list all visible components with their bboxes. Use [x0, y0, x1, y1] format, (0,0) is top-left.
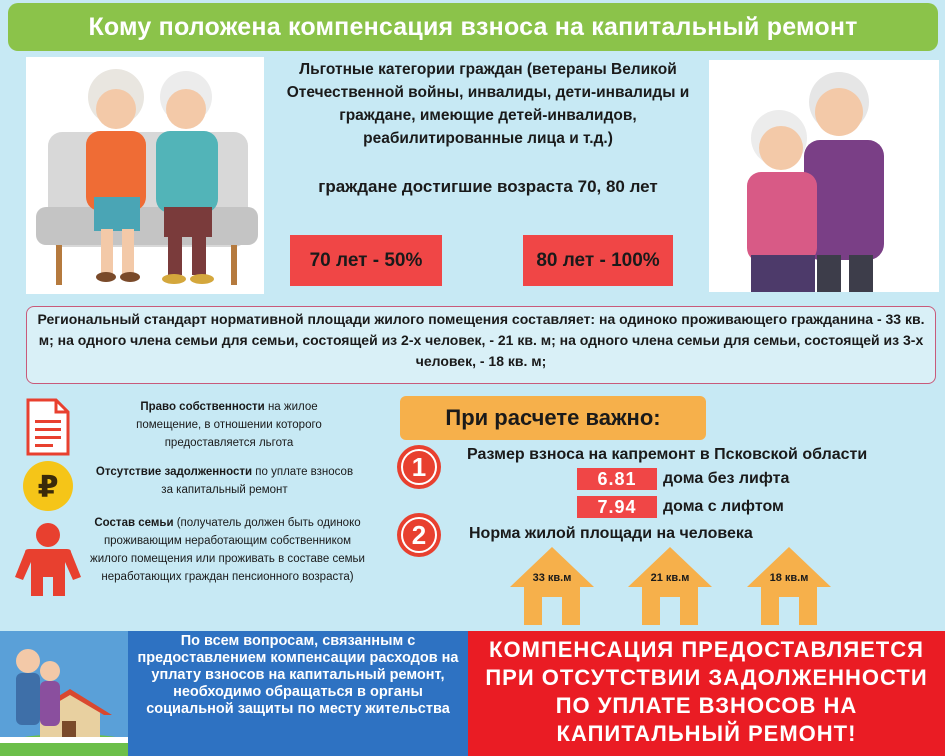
area-norm-label: Норма жилой площади на человека — [469, 525, 753, 542]
svg-text:₽: ₽ — [37, 470, 59, 505]
document-icon — [24, 398, 72, 456]
age-80-discount: 80 лет - 100% — [523, 235, 673, 286]
rate-label: дома без лифта — [663, 470, 790, 487]
svg-text:2: 2 — [411, 520, 427, 550]
rate-value: 7.94 — [577, 496, 657, 518]
contact-note: По всем вопросам, связанным с предоставлением компенсации расходов на уплату взносов на капитальный ремонт, необходимо обращаться в органы социальной защиты по месту жительства — [128, 631, 468, 756]
condition-title: Отсутствие задолженности — [95, 466, 253, 478]
svg-text:1: 1 — [411, 452, 427, 482]
compensation-warning: КОМПЕНСАЦИЯ ПРЕДОСТАВЛЯЕТСЯ ПРИ ОТСУТСТВИИ ЗАДОЛЖЕННОСТИ ПО УПЛАТЕ ВЗНОСОВ НА КАПИТАЛЬНЫЙ РЕМОНТ! — [468, 631, 945, 756]
condition-detail: (получатель должен быть одиноко проживающим неработающим собственником жилого помещения или проживать в составе семьи неработающих граждан пенсионного возраста) — [90, 517, 365, 583]
calculation-header: При расчете важно: — [400, 396, 706, 440]
rate-value: 6.81 — [577, 468, 657, 490]
number-two-badge — [396, 512, 442, 558]
ruble-icon — [22, 460, 74, 512]
rate-row-no-lift — [577, 468, 789, 490]
condition-ownership — [112, 398, 346, 452]
house-icon — [626, 545, 714, 625]
page-title: Кому положена компенсация взноса на капитальный ремонт — [8, 3, 938, 51]
house-area-label: 18 кв.м — [769, 572, 809, 584]
condition-detail: на жилое помещение, в отношении которого предоставляется льгота — [136, 401, 322, 449]
elderly-couple-on-bench-illustration — [26, 57, 264, 294]
rate-label: дома с лифтом — [663, 498, 784, 515]
condition-title: Состав семьи — [94, 517, 174, 529]
condition-title: Право собственности — [140, 401, 265, 413]
condition-family — [90, 514, 365, 586]
fee-size-label: Размер взноса на капремонт в Псковской области — [467, 446, 868, 463]
couple-with-house-illustration — [0, 631, 140, 756]
house-icon — [745, 545, 833, 625]
house-area-label: 21 кв.м — [650, 572, 690, 584]
condition-detail: по уплате взносов за капитальный ремонт — [161, 466, 354, 496]
house-area-label: 33 кв.м — [532, 572, 572, 584]
regional-area-standard: Региональный стандарт нормативной площади жилого помещения составляет: на одиноко проживающего гражданина - 33 кв. м; на одного члена семьи для семьи, состоящей из 2-х человек, - 21 кв. м; на одного члена семьи для семьи, состоящей из 3-х человек, - 18 кв. м; — [26, 306, 936, 384]
house-icon — [508, 545, 596, 625]
age-criteria-text: граждане достигшие возраста 70, 80 лет — [318, 177, 658, 196]
hugging-elderly-couple-illustration — [709, 60, 939, 292]
person-icon — [15, 522, 81, 596]
rate-row-with-lift — [577, 496, 784, 518]
condition-no-debt — [92, 463, 357, 499]
number-one-badge — [396, 444, 442, 490]
privileged-categories-text: Льготные категории граждан (ветераны Великой Отечественной войны, инвалиды, дети-инвалиды и граждане, имеющие детей-инвалидов, реабилитированные лица и т.д.) — [286, 61, 690, 147]
age-70-discount: 70 лет - 50% — [290, 235, 442, 286]
contact-info-panel — [0, 631, 468, 756]
